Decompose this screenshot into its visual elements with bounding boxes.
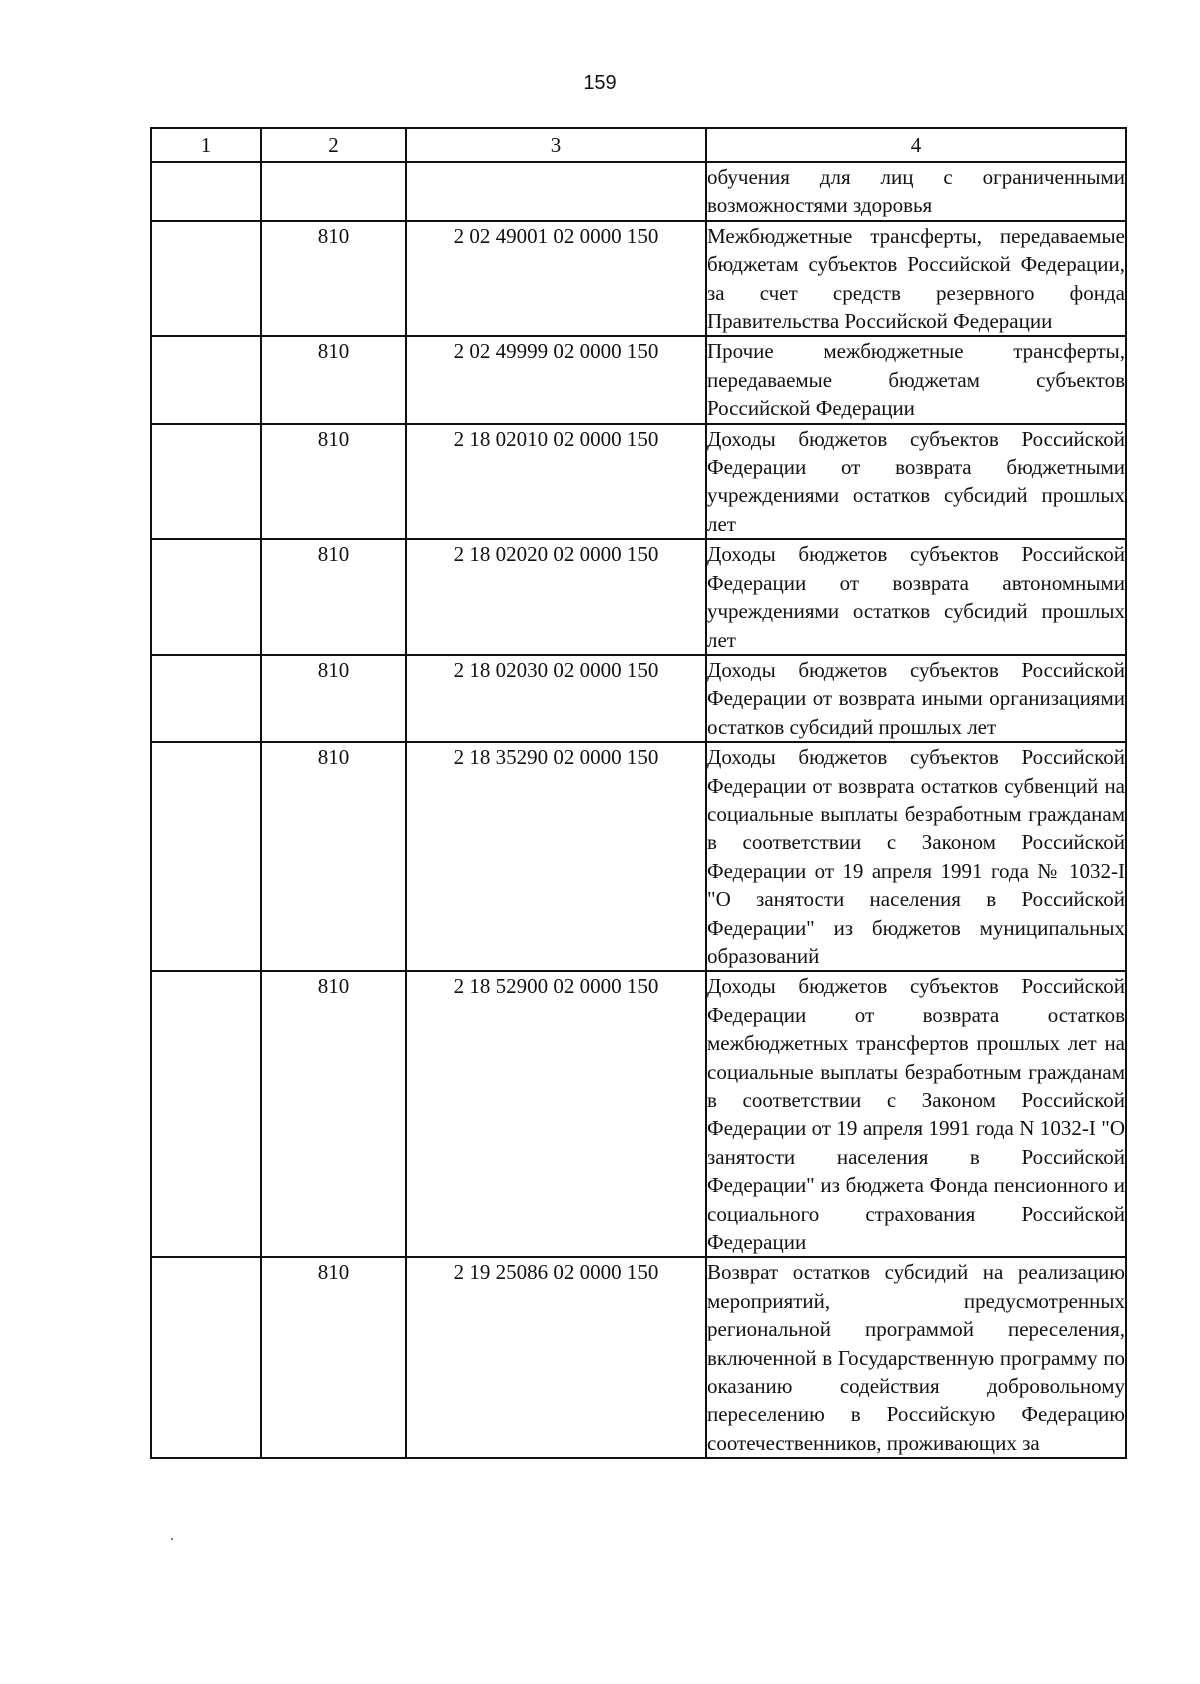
table-row: [151, 742, 1126, 971]
cell-revenue-code: 2 18 52900 02 0000 150: [406, 971, 706, 1257]
table-row: [151, 655, 1126, 742]
cell-revenue-code: 2 18 02030 02 0000 150: [406, 655, 706, 742]
cell-col1: [151, 424, 261, 540]
cell-description: Доходы бюджетов субъектов Российской Федерации от возврата остатков межбюджетных трансфертов прошлых лет на социальные выплаты безработным гражданам в соответствии с Законом Российской Федерации от 19 апреля 1991 года N 1032-I "О занятости населения в Российской Федерации" из бюджета Фонда пенсионного и социального страхования Российской Федерации: [706, 971, 1126, 1257]
cell-admin-code: 810: [261, 655, 406, 742]
cell-description: Межбюджетные трансферты, передаваемые бюджетам субъектов Российской Федерации, за счет средств резервного фонда Правительства Российской Федерации: [706, 221, 1126, 337]
cell-col1: [151, 221, 261, 337]
cell-col1: [151, 336, 261, 423]
cell-col1: [151, 1257, 261, 1458]
table-header: [151, 128, 1126, 162]
cell-description: Доходы бюджетов субъектов Российской Федерации от возврата остатков субвенций на социальные выплаты безработным гражданам в соответствии с Законом Российской Федерации от 19 апреля 1991 года № 1032-I "О занятости населения в Российской Федерации" из бюджетов муниципальных образований: [706, 742, 1126, 971]
scan-speck: [171, 1538, 173, 1540]
cell-revenue-code: 2 19 25086 02 0000 150: [406, 1257, 706, 1458]
column-header-3: 3: [406, 128, 706, 162]
cell-revenue-code: 2 02 49999 02 0000 150: [406, 336, 706, 423]
column-header-2: 2: [261, 128, 406, 162]
cell-admin-code: 810: [261, 1257, 406, 1458]
cell-description: обучения для лиц с ограниченными возможностями здоровья: [706, 162, 1126, 221]
cell-revenue-code: 2 18 35290 02 0000 150: [406, 742, 706, 971]
page-number: 159: [583, 72, 617, 94]
cell-admin-code: [261, 162, 406, 221]
cell-admin-code: 810: [261, 221, 406, 337]
cell-description: Доходы бюджетов субъектов Российской Федерации от возврата иными организациями остатков субсидий прошлых лет: [706, 655, 1126, 742]
cell-revenue-code: 2 18 02020 02 0000 150: [406, 539, 706, 655]
table-body: [151, 162, 1126, 1458]
cell-description: Доходы бюджетов субъектов Российской Федерации от возврата бюджетными учреждениями остатков субсидий прошлых лет: [706, 424, 1126, 540]
budget-classification-table: [150, 127, 1127, 1459]
cell-revenue-code: [406, 162, 706, 221]
cell-admin-code: 810: [261, 336, 406, 423]
table-row: [151, 539, 1126, 655]
cell-admin-code: 810: [261, 424, 406, 540]
cell-col1: [151, 539, 261, 655]
cell-description: Возврат остатков субсидий на реализацию мероприятий, предусмотренных региональной программой переселения, включенной в Государственную программу по оказанию содействия добровольному переселению в Российскую Федерацию соотечественников, проживающих за: [706, 1257, 1126, 1458]
table-row: [151, 1257, 1126, 1458]
table-row: [151, 162, 1126, 221]
column-header-4: 4: [706, 128, 1126, 162]
cell-admin-code: 810: [261, 971, 406, 1257]
cell-col1: [151, 971, 261, 1257]
cell-revenue-code: 2 02 49001 02 0000 150: [406, 221, 706, 337]
column-header-1: 1: [151, 128, 261, 162]
cell-revenue-code: 2 18 02010 02 0000 150: [406, 424, 706, 540]
table-row: [151, 221, 1126, 337]
cell-admin-code: 810: [261, 742, 406, 971]
table-row: [151, 336, 1126, 423]
table-row: [151, 971, 1126, 1257]
header-row: [151, 128, 1126, 162]
cell-col1: [151, 742, 261, 971]
cell-description: Прочие межбюджетные трансферты, передаваемые бюджетам субъектов Российской Федерации: [706, 336, 1126, 423]
cell-col1: [151, 655, 261, 742]
cell-description: Доходы бюджетов субъектов Российской Федерации от возврата автономными учреждениями остатков субсидий прошлых лет: [706, 539, 1126, 655]
cell-col1: [151, 162, 261, 221]
cell-admin-code: 810: [261, 539, 406, 655]
table-row: [151, 424, 1126, 540]
